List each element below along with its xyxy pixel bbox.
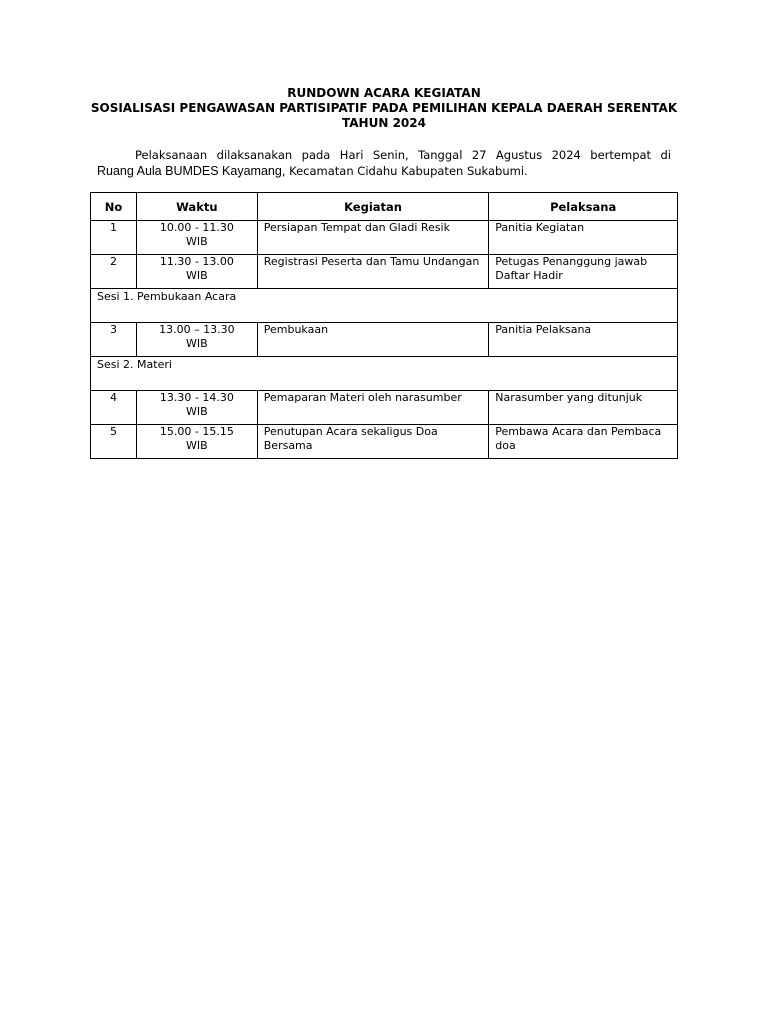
intro-line-2	[97, 163, 671, 179]
cell-activity: Pembukaan	[257, 323, 489, 357]
intro-line-1: Pelaksanaan dilaksanakan pada Hari Senin, Tanggal 27 Agustus 2024 bertempat di	[135, 148, 671, 162]
header-time: Waktu	[136, 193, 257, 221]
table-row	[91, 425, 678, 459]
document-title	[90, 86, 678, 131]
cell-no: 3	[91, 323, 137, 357]
cell-executor: Panitia Kegiatan	[489, 221, 678, 255]
header-activity: Kegiatan	[257, 193, 489, 221]
table-row	[91, 255, 678, 289]
cell-time	[136, 425, 257, 459]
cell-time	[136, 391, 257, 425]
cell-activity: Pemaparan Materi oleh narasumber	[257, 391, 489, 425]
session-row	[91, 289, 678, 323]
cell-time	[136, 255, 257, 289]
session-label: Sesi 2. Materi	[91, 357, 678, 391]
cell-executor: Panitia Pelaksana	[489, 323, 678, 357]
table-row	[91, 221, 678, 255]
header-no: No	[91, 193, 137, 221]
cell-time	[136, 221, 257, 255]
cell-no: 5	[91, 425, 137, 459]
title-line-3: TAHUN 2024	[342, 116, 426, 130]
time-zone: WIB	[186, 405, 208, 418]
cell-executor: Pembawa Acara dan Pembaca doa	[489, 425, 678, 459]
time-range: 13.30 - 14.30	[159, 391, 234, 404]
time-range: 11.30 - 13.00	[159, 255, 234, 268]
session-label: Sesi 1. Pembukaan Acara	[91, 289, 678, 323]
intro-paragraph	[97, 147, 671, 179]
rundown-table	[90, 192, 678, 459]
time-range: 13.00 – 13.30	[159, 323, 235, 336]
time-range: 10.00 - 11.30	[159, 221, 234, 234]
header-executor: Pelaksana	[489, 193, 678, 221]
time-zone: WIB	[186, 337, 208, 350]
cell-no: 4	[91, 391, 137, 425]
intro-location-rest: , Kecamatan Cidahu Kabupaten Sukabumi.	[281, 164, 528, 178]
cell-no: 2	[91, 255, 137, 289]
cell-executor: Petugas Penanggung jawab Daftar Hadir	[489, 255, 678, 289]
cell-activity: Penutupan Acara sekaligus Doa Bersama	[257, 425, 489, 459]
time-zone: WIB	[186, 439, 208, 452]
time-range: 15.00 - 15.15	[159, 425, 234, 438]
cell-activity: Registrasi Peserta dan Tamu Undangan	[257, 255, 489, 289]
title-line-1: RUNDOWN ACARA KEGIATAN	[287, 86, 481, 100]
cell-activity: Persiapan Tempat dan Gladi Resik	[257, 221, 489, 255]
session-row	[91, 357, 678, 391]
cell-time	[136, 323, 257, 357]
table-row	[91, 391, 678, 425]
cell-no: 1	[91, 221, 137, 255]
table-row	[91, 323, 678, 357]
intro-place: Ruang Aula BUMDES Kayamang	[97, 164, 282, 178]
table-header-row	[91, 193, 678, 221]
title-line-2: SOSIALISASI PENGAWASAN PARTISIPATIF PADA PEMILIHAN KEPALA DAERAH SERENTAK	[90, 101, 678, 115]
time-zone: WIB	[186, 235, 208, 248]
cell-executor: Narasumber yang ditunjuk	[489, 391, 678, 425]
time-zone: WIB	[186, 269, 208, 282]
